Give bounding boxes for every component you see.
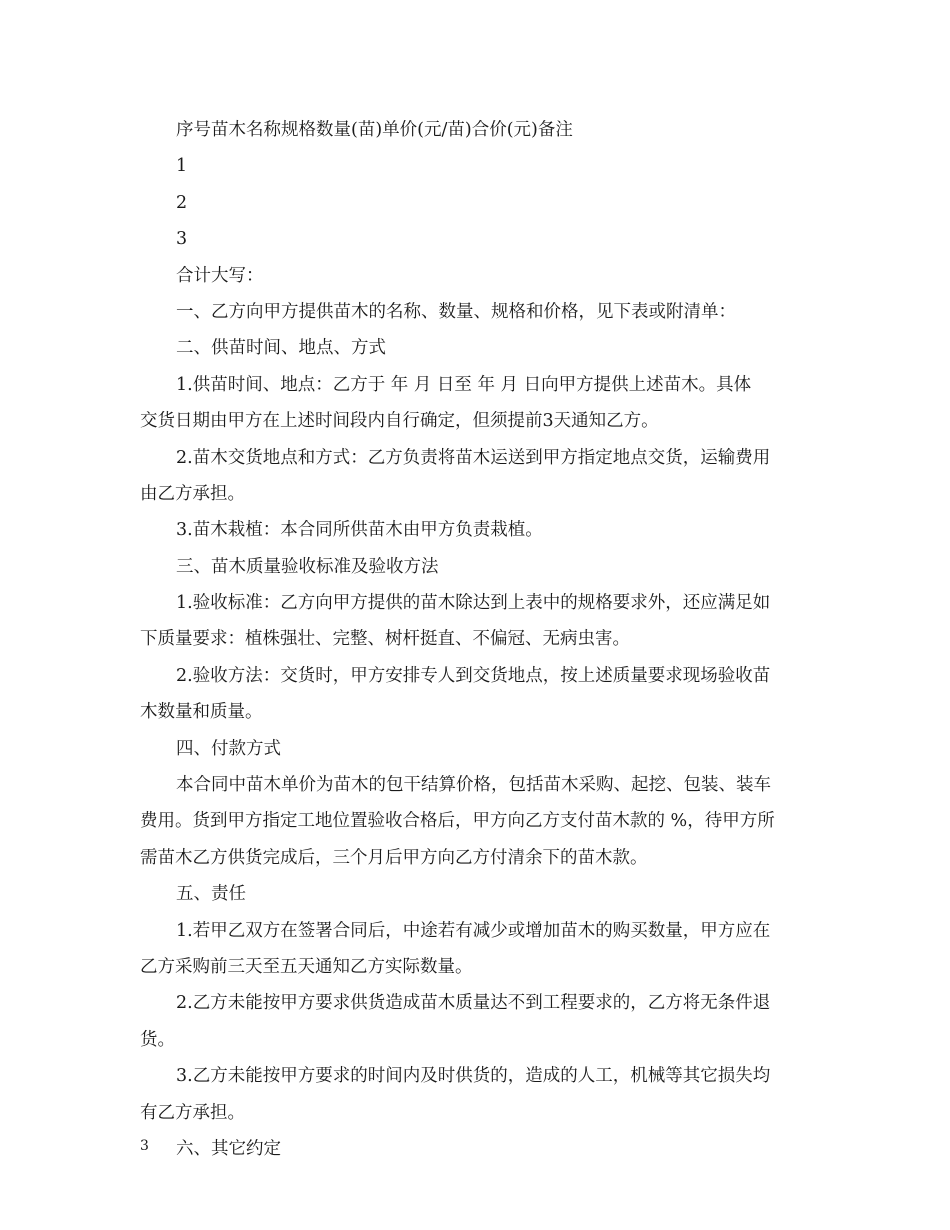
section-4-paragraph-cont: 需苗木乙方供货完成后，三个月后甲方向乙方付清余下的苗木款。 (140, 847, 648, 868)
table-row: 2 (176, 192, 188, 213)
section-5-item-2: 2.乙方未能按甲方要求供货造成苗木质量达不到工程要求的，乙方将无条件退 (176, 993, 771, 1014)
section-5-item-2-cont: 货。 (140, 1029, 175, 1050)
section-3-item-2-cont: 木数量和质量。 (140, 702, 263, 723)
document-body (140, 112, 812, 1167)
section-2-item-2-cont: 由乙方承担。 (140, 483, 245, 504)
table-row: 1 (176, 156, 188, 177)
section-4-paragraph: 本合同中苗木单价为苗木的包干结算价格，包括苗木采购、起挖、包装、装车 (176, 775, 771, 796)
section-5-item-1: 1.若甲乙双方在签署合同后，中途若有减少或增加苗木的购买数量，甲方应在 (176, 920, 771, 941)
section-2-item-2: 2.苗木交货地点和方式：乙方负责将苗木运送到甲方指定地点交货，运输费用 (176, 447, 771, 468)
section-2-item-3: 3.苗木栽植：本合同所供苗木由甲方负责栽植。 (176, 520, 543, 541)
section-3-item-2: 2.验收方法：交货时，甲方安排专人到交货地点，按上述质量要求现场验收苗 (176, 665, 771, 686)
section-4-heading: 四、付款方式 (176, 738, 281, 759)
section-5-item-1-cont: 乙方采购前三天至五天通知乙方实际数量。 (140, 956, 473, 977)
section-4-paragraph-cont: 费用。货到甲方指定工地位置验收合格后，甲方向乙方支付苗木款的 %，待甲方所 (140, 811, 775, 832)
section-1-text: 一、乙方向甲方提供苗木的名称、数量、规格和价格，见下表或附清单： (176, 301, 736, 322)
page-number: 3 (140, 1138, 149, 1154)
section-2-heading: 二、供苗时间、地点、方式 (176, 338, 386, 359)
section-2-item-1-cont: 交货日期由甲方在上述时间段内自行确定，但须提前3天通知乙方。 (140, 411, 659, 432)
section-5-heading: 五、责任 (176, 884, 246, 905)
section-5-item-3-cont: 有乙方承担。 (140, 1102, 245, 1123)
section-2-item-1: 1.供苗时间、地点：乙方于 年 月 日至 年 月 日向甲方提供上述苗木。具体 (176, 374, 752, 395)
table-row: 3 (176, 229, 188, 250)
table-header: 序号苗木名称规格数量(苗)单价(元/苗)合价(元)备注 (176, 120, 573, 140)
section-3-item-1-cont: 下质量要求：植株强壮、完整、树杆挺直、不偏冠、无病虫害。 (140, 629, 630, 650)
total-amount-label: 合计大写： (176, 265, 264, 286)
section-6-heading: 六、其它约定 (176, 1138, 281, 1159)
section-3-item-1: 1.验收标准：乙方向甲方提供的苗木除达到上表中的规格要求外，还应满足如 (176, 593, 771, 614)
section-5-item-3: 3.乙方未能按甲方要求的时间内及时供货的，造成的人工，机械等其它损失均 (176, 1066, 771, 1087)
section-3-heading: 三、苗木质量验收标准及验收方法 (176, 556, 439, 577)
